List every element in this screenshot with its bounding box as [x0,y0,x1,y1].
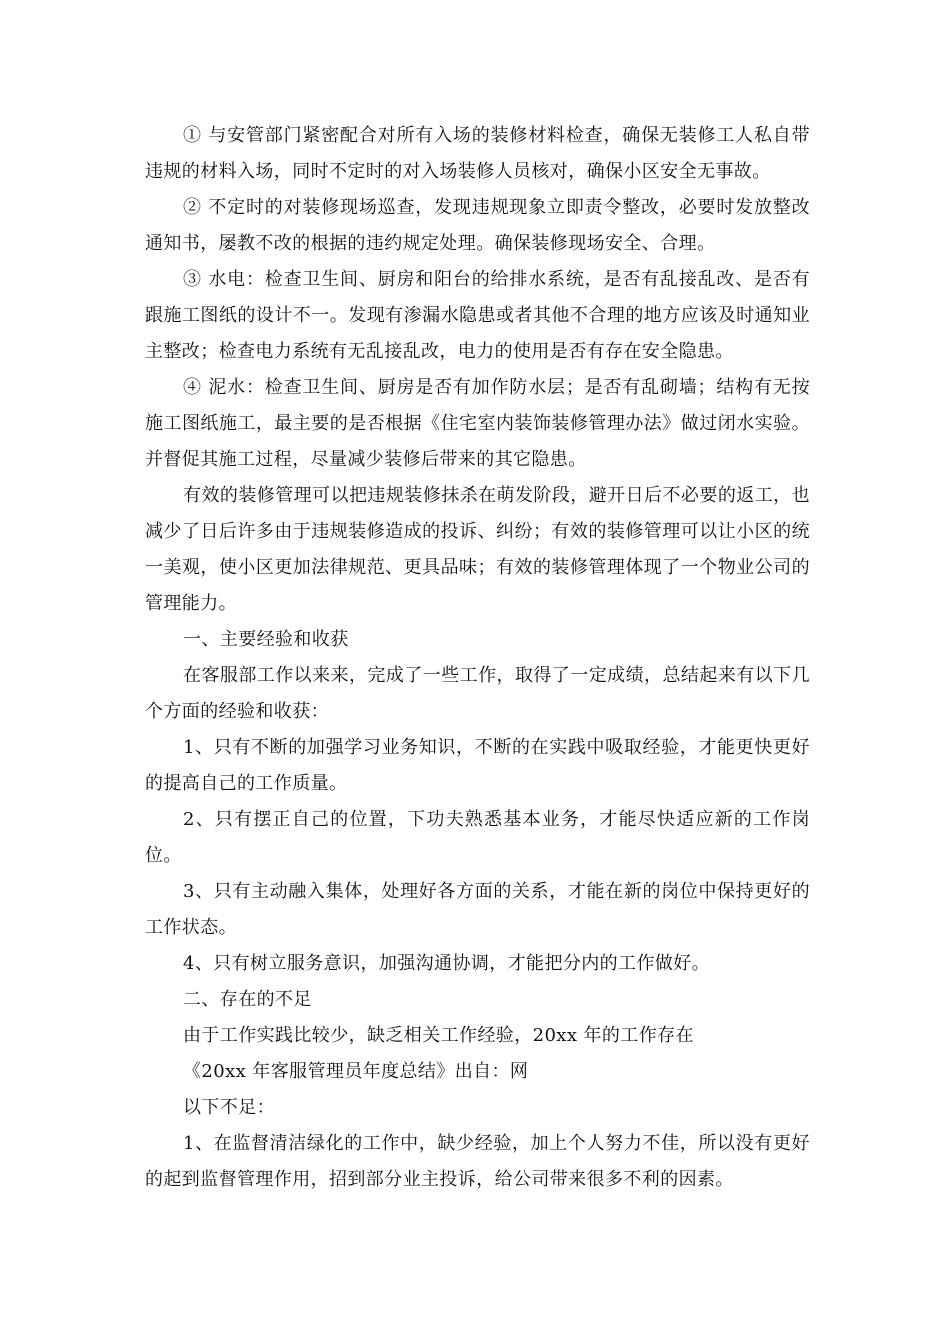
paragraph-summary: 有效的装修管理可以把违规装修抹杀在萌发阶段，避开日后不必要的返工，也减少了日后许多由于违规装修造成的投诉、纠纷；有效的装修管理可以让小区的统一美观，使小区更加法律规范、更具品味；有效的装修管理体现了一个物业公司的管理能力。 [145,485,810,614]
shortcoming-item-1: 1、在监督清洁绿化的工作中，缺少经验，加上个人努力不佳，所以没有更好的起到监督管理作用，招到部分业主投诉，给公司带来很多不利的因素。 [145,1133,810,1190]
section-heading-shortcomings: 二、存在的不足 [183,989,312,1010]
paragraph-shortcomings-intro: 由于工作实践比较少，缺乏相关工作经验，20xx 年的工作存在 [183,1025,694,1046]
experience-item-1: 1、只有不断的加强学习业务知识，不断的在实践中吸取经验，才能更快更好的提高自己的工作质量。 [145,737,810,794]
paragraph-intro: 在客服部工作以来来，完成了一些工作，取得了一定成绩，总结起来有以下几个方面的经验和收获： [145,665,810,722]
paragraph-source-note: 《20xx 年客服管理员年度总结》出自：网 [183,1061,529,1082]
paragraph-item-3: ③ 水电：检查卫生间、厨房和阳台的给排水系统，是否有乱接乱改、是否有跟施工图纸的设计不一。发现有渗漏水隐患或者其他不合理的地方应该及时通知业主整改；检查电力系统有无乱接乱改，电力的使用是否有存在安全隐患。 [145,269,810,362]
experience-item-4: 4、只有树立服务意识，加强沟通协调，才能把分内的工作做好。 [183,953,711,974]
paragraph-item-2: ② 不定时的对装修现场巡查，发现违规现象立即责令整改，必要时发放整改通知书，屡教不改的根据的违约规定处理。确保装修现场安全、合理。 [145,197,810,254]
experience-item-3: 3、只有主动融入集体，处理好各方面的关系，才能在新的岗位中保持更好的工作状态。 [145,881,810,938]
paragraph-item-4: ④ 泥水：检查卫生间、厨房是否有加作防水层；是否有乱砌墙；结构有无按施工图纸施工，最主要的是否根据《住宅室内装饰装修管理办法》做过闭水实验。并督促其施工过程，尽量减少装修后带来的其它隐患。 [145,377,810,470]
document-body [145,118,810,1198]
section-heading-experience: 一、主要经验和收获 [183,629,349,650]
experience-item-2: 2、只有摆正自己的位置，下功夫熟悉基本业务，才能尽快适应新的工作岗位。 [145,809,810,866]
paragraph-shortcomings-lead: 以下不足： [183,1097,275,1118]
paragraph-item-1: ① 与安管部门紧密配合对所有入场的装修材料检查，确保无装修工人私自带违规的材料入场，同时不定时的对入场装修人员核对，确保小区安全无事故。 [145,125,810,182]
